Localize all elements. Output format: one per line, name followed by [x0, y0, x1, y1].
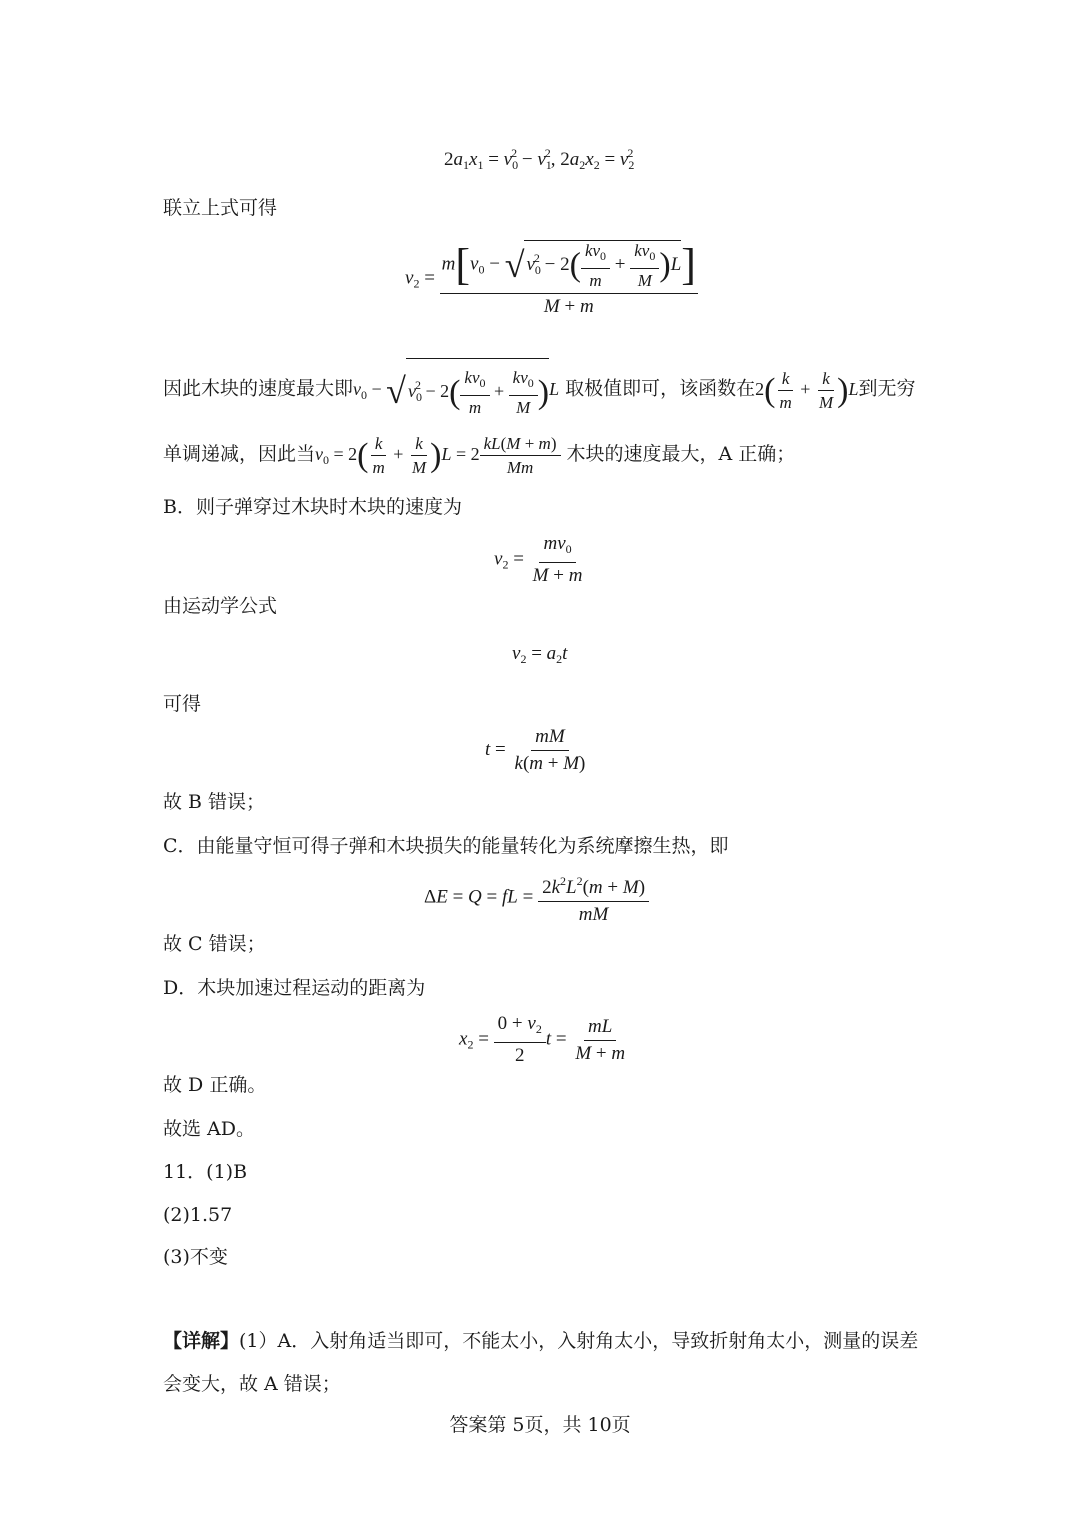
text-monotonic-post: 木块的速度最大，A 正确； — [566, 443, 796, 465]
text-detail-cont: 会变大，故 A 错误； — [163, 1373, 341, 1395]
text-q11-2: (2)1.57 — [163, 1204, 233, 1226]
equation-v2-general: $v_2$ = $m[v_0$ − √ $v_0^2 - 2$( $\frac{kv_0}{m}$ + $\frac{kv_0}{M}$ )L] M + m — [405, 240, 696, 317]
text-q11-1: 11．(1)B — [163, 1161, 248, 1183]
equation-time: t = $\frac{mM}{k(m + M)}$ — [485, 726, 586, 774]
text-monotonic: 单调递减，因此当$v_0 = 2$( $\frac{k}{m}$ + $\frac{k}{M}$ )L = 2 $\frac{kL(M + m)}{Mm}$ 木块的速度最大，A 正确； — [163, 434, 796, 478]
detail-text: (1）A．入射角适当即可，不能太小，入射角太小，导致折射角太小，测量的误差 — [239, 1330, 919, 1352]
text-d-correct: 故 D 正确。 — [163, 1074, 267, 1096]
text-combine: 联立上式可得 — [163, 197, 278, 219]
text-monotonic-pre: 单调递减，因此当 — [163, 443, 316, 465]
equation-energy: ΔE = Q = fL = $\frac{2k^2L^2(m + M)}{mM}$ — [424, 870, 649, 926]
text-b-wrong: 故 B 错误； — [163, 791, 266, 813]
text-max-speed-post: 到无穷 — [858, 377, 916, 400]
equation-v2-b: $v_2$ = $\frac{mv_0}{M + m}$ — [494, 533, 583, 586]
text-max-speed: 因此木块的速度最大即$v_0$ − √ $v_0^2 - 2$( $\frac{kv_0}{m}$ + $\frac{kv_0}{M}$ )L 取极值即可，该函数在2( $\frac{k}{m}$ + $\frac{k}{M}$ )L到无穷 — [163, 358, 915, 423]
text-max-speed-pre: 因此木块的速度最大即 — [163, 377, 354, 400]
equation-kinematics: $2a_1x_1 = v_0^2 - v_1^2$, $2a_2x_2 = v_2^2$ — [444, 146, 635, 172]
text-obtain: 可得 — [163, 693, 202, 715]
text-q11-3: (3)不变 — [163, 1246, 228, 1268]
equation-distance: $x_2$ = $\frac{0 + v_2}{2}$ t = $\frac{mL}{M + m}$ — [459, 1013, 626, 1066]
text-option-b: B．则子弹穿过木块时木块的速度为 — [163, 496, 462, 518]
text-option-c: C．由能量守恒可得子弹和木块损失的能量转化为系统摩擦生热，即 — [163, 835, 729, 857]
detail-label: 【详解】 — [163, 1330, 240, 1352]
text-kinematics-formula: 由运动学公式 — [163, 595, 278, 617]
text-c-wrong: 故 C 错误； — [163, 933, 266, 955]
text-choose-ad: 故选 AD。 — [163, 1118, 255, 1140]
page-footer: 答案第 5页，共 10页 — [449, 1414, 631, 1436]
text-option-d: D．木块加速过程运动的距离为 — [163, 977, 426, 999]
text-detail — [163, 1329, 918, 1353]
equation-v2-a2t: $v_2 = a_2t$ — [512, 643, 568, 666]
text-max-speed-mid: 取极值即可，该函数在 — [565, 377, 756, 400]
